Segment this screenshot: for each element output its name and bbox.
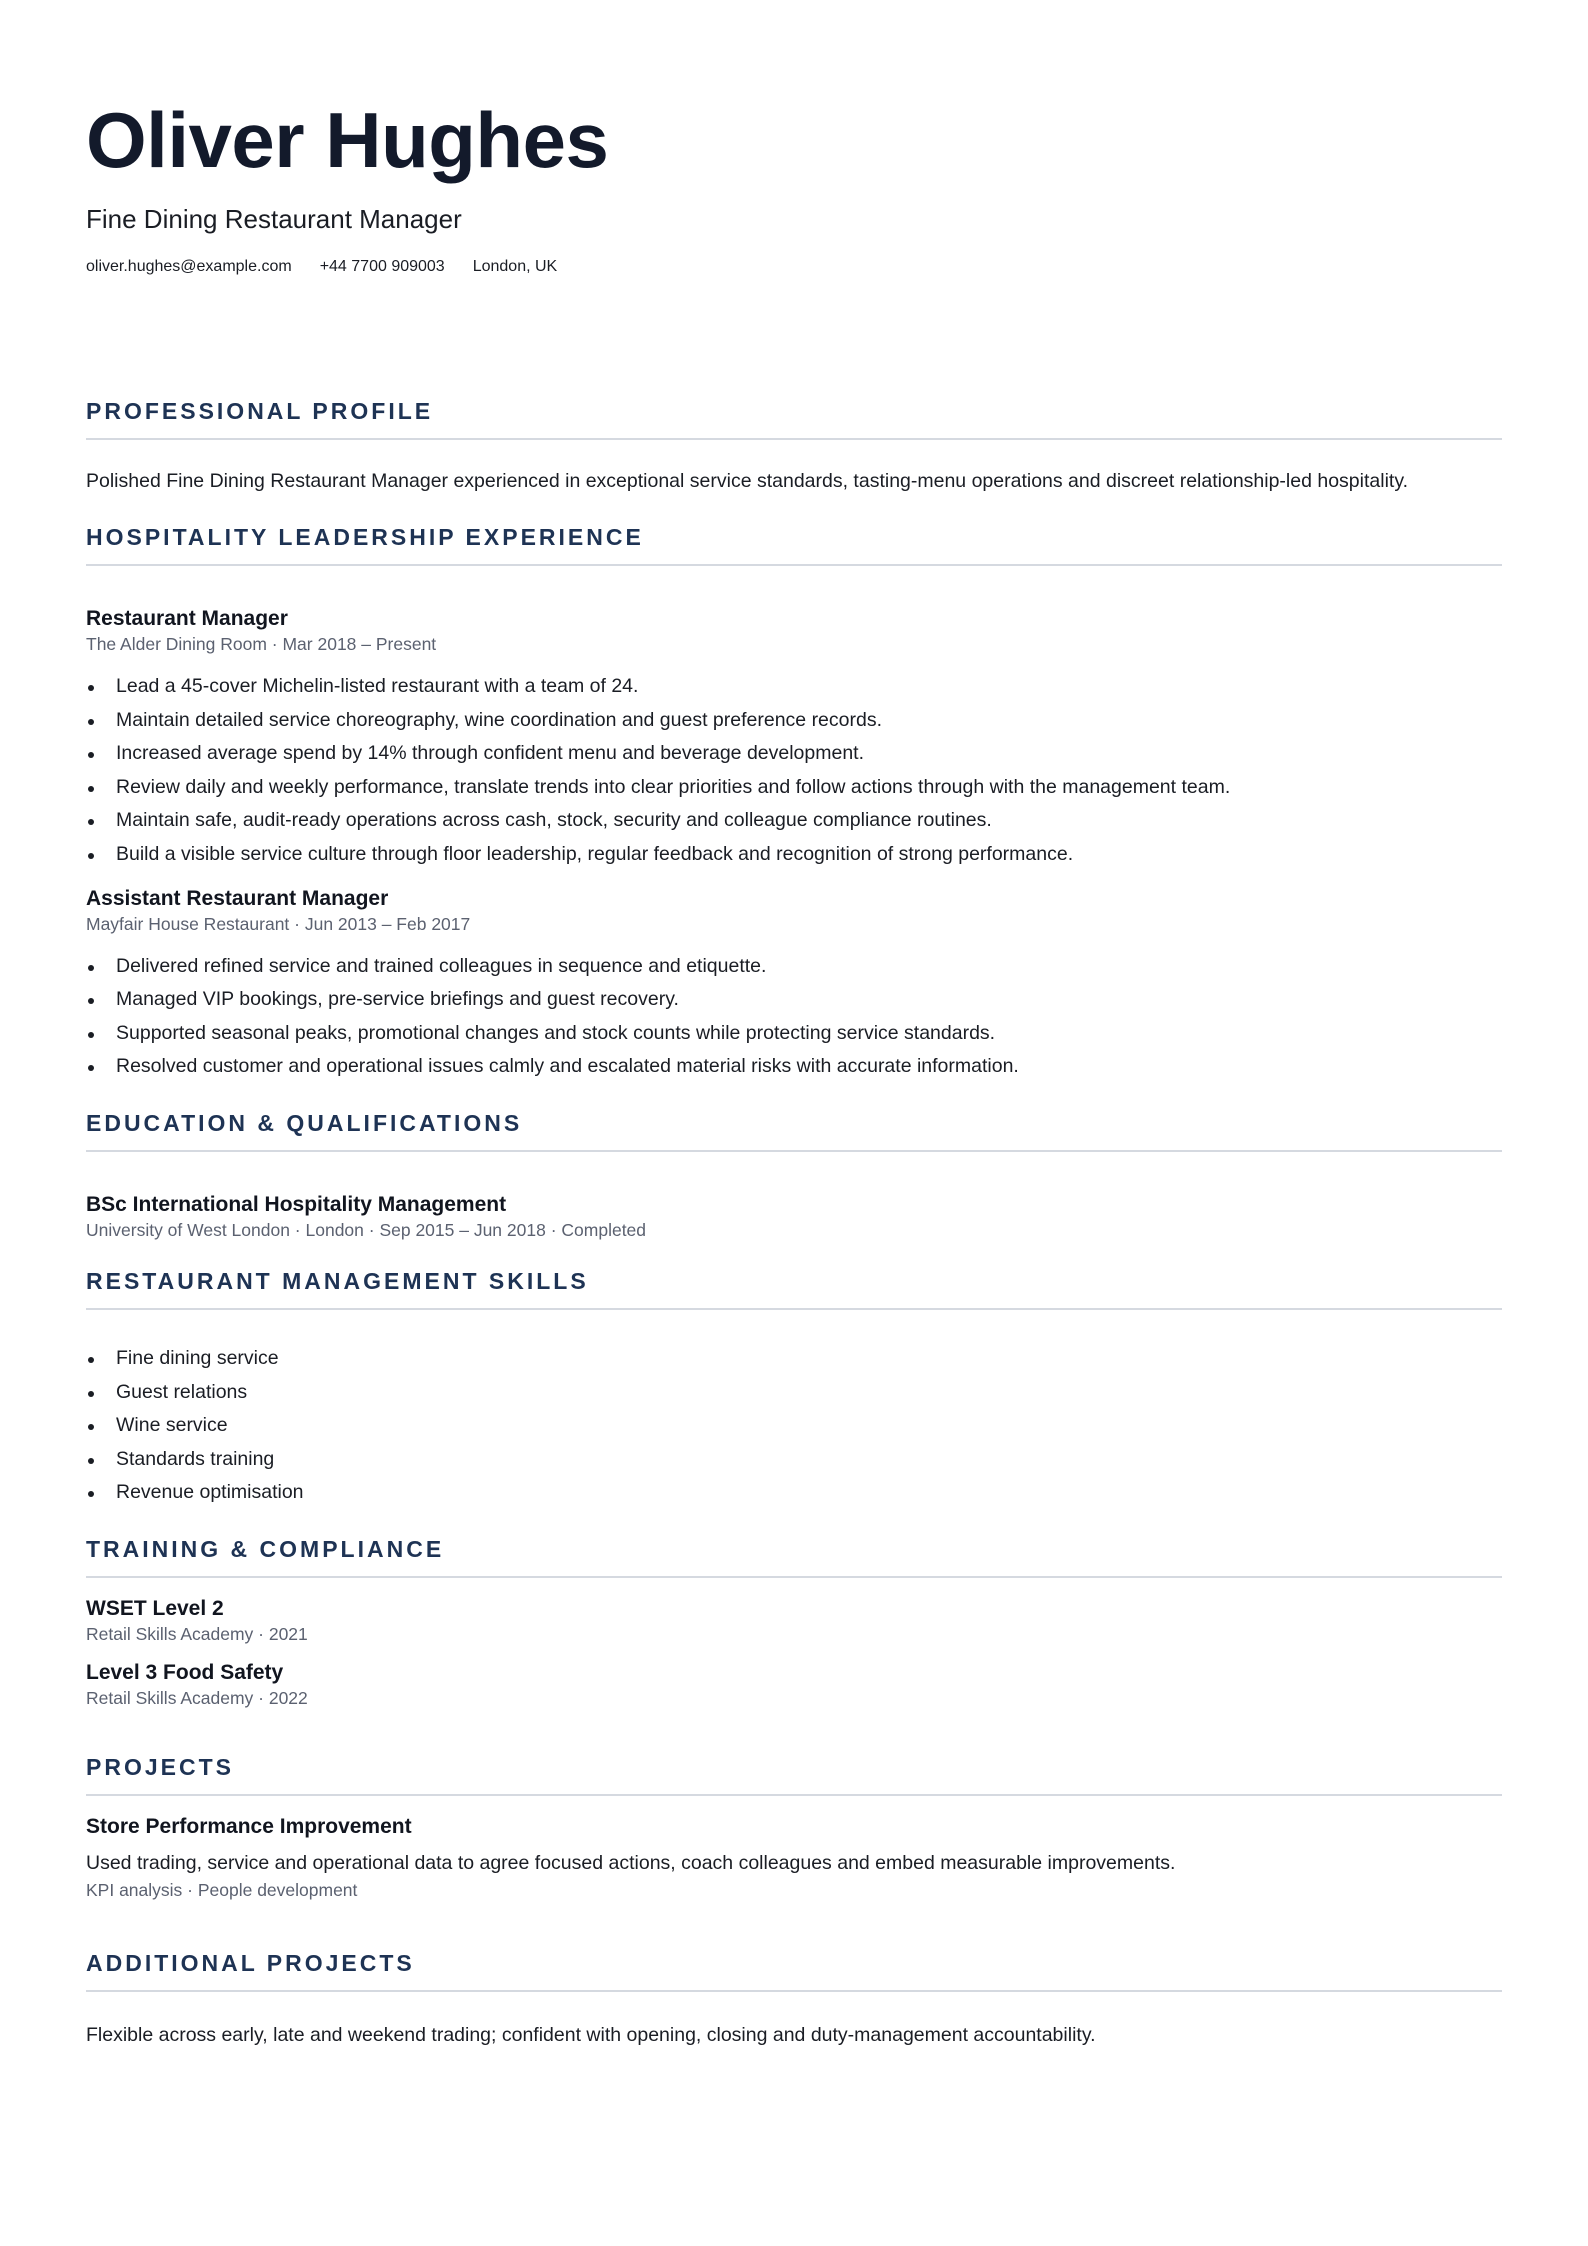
section-title-experience: HOSPITALITY LEADERSHIP EXPERIENCE [86,522,1502,566]
section-title-education: EDUCATION & QUALIFICATIONS [86,1108,1502,1152]
section-title-profile: PROFESSIONAL PROFILE [86,396,1502,440]
training-meta: Retail Skills Academy · 2021 [86,1623,308,1644]
job-bullet: Supported seasonal peaks, promotional changes and stock counts while protecting service standards. [86,1017,1502,1051]
section-additional [86,1948,1502,2050]
section-experience [86,522,1502,1084]
training-item [86,1660,1502,1710]
job-bullet: Maintain detailed service choreography, wine coordination and guest preference records. [86,704,1502,738]
training-meta: Retail Skills Academy · 2022 [86,1687,308,1708]
job-role: Restaurant Manager [86,607,288,630]
skill-item: Revenue optimisation [86,1476,1502,1510]
job-bullet: Build a visible service culture through floor leadership, regular feedback and recognition of strong performance. [86,838,1502,872]
resume-header [86,92,1502,278]
job-meta: The Alder Dining Room · Mar 2018 – Present [86,634,437,654]
skill-item: Wine service [86,1409,1502,1443]
job-bullet: Managed VIP bookings, pre-service briefings and guest recovery. [86,983,1502,1017]
training-name: Level 3 Food Safety [86,1660,284,1684]
section-education [86,1108,1502,1242]
job-bullet: Lead a 45-cover Michelin-listed restaurant with a team of 24. [86,670,1502,704]
candidate-headline: Fine Dining Restaurant Manager [86,204,462,234]
project-name: Store Performance Improvement [86,1814,412,1838]
job-entry [86,606,1502,872]
contact-email[interactable]: oliver.hughes@example.com [86,258,292,275]
skill-item: Fine dining service [86,1342,1502,1376]
additional-text: Flexible across early, late and weekend trading; confident with opening, closing and duty-management accountability. [86,2023,1096,2046]
section-title-skills: RESTAURANT MANAGEMENT SKILLS [86,1266,1502,1310]
degree-name: BSc International Hospitality Management [86,1192,507,1216]
job-bullet: Resolved customer and operational issues calmly and escalated material risks with accurate information. [86,1050,1502,1084]
contact-location: London, UK [472,258,558,275]
project-description: Used trading, service and operational data to agree focused actions, coach colleagues and embed measurable improvements. [86,1851,1176,1874]
section-training [86,1534,1502,1710]
project-tags: KPI analysis · People development [86,1879,358,1900]
section-title-training: TRAINING & COMPLIANCE [86,1534,1502,1578]
skills-list [86,1342,1502,1510]
section-title-additional: ADDITIONAL PROJECTS [86,1948,1502,1992]
contact-phone[interactable]: +44 7700 909003 [319,258,445,275]
skill-item: Standards training [86,1443,1502,1477]
job-bullet: Review daily and weekly performance, translate trends into clear priorities and follow actions through with the management team. [86,771,1502,805]
job-meta: Mayfair House Restaurant · Jun 2013 – Feb 2017 [86,913,471,934]
training-name: WSET Level 2 [86,1596,224,1620]
job-bullet: Increased average spend by 14% through confident menu and beverage development. [86,737,1502,771]
job-bullet: Maintain safe, audit-ready operations across cash, stock, security and colleague compliance routines. [86,804,1502,838]
section-title-projects: PROJECTS [86,1752,1502,1796]
job-bullets [86,950,1502,1084]
training-item [86,1596,1502,1646]
section-profile [86,396,1502,496]
section-skills [86,1266,1502,1510]
candidate-name: Oliver Hughes [86,96,609,184]
profile-text: Polished Fine Dining Restaurant Manager experienced in exceptional service standards, tasting-menu operations and discreet relationship-led hospitality. [86,470,1409,492]
job-entry [86,886,1502,1084]
job-bullet: Delivered refined service and trained colleagues in sequence and etiquette. [86,950,1502,984]
degree-meta: University of West London · London · Sep 2015 – Jun 2018 · Completed [86,1219,647,1240]
job-role: Assistant Restaurant Manager [86,886,389,910]
skill-item: Guest relations [86,1376,1502,1410]
job-bullets [86,670,1502,872]
section-projects [86,1752,1502,1902]
contact-row [86,256,1502,278]
